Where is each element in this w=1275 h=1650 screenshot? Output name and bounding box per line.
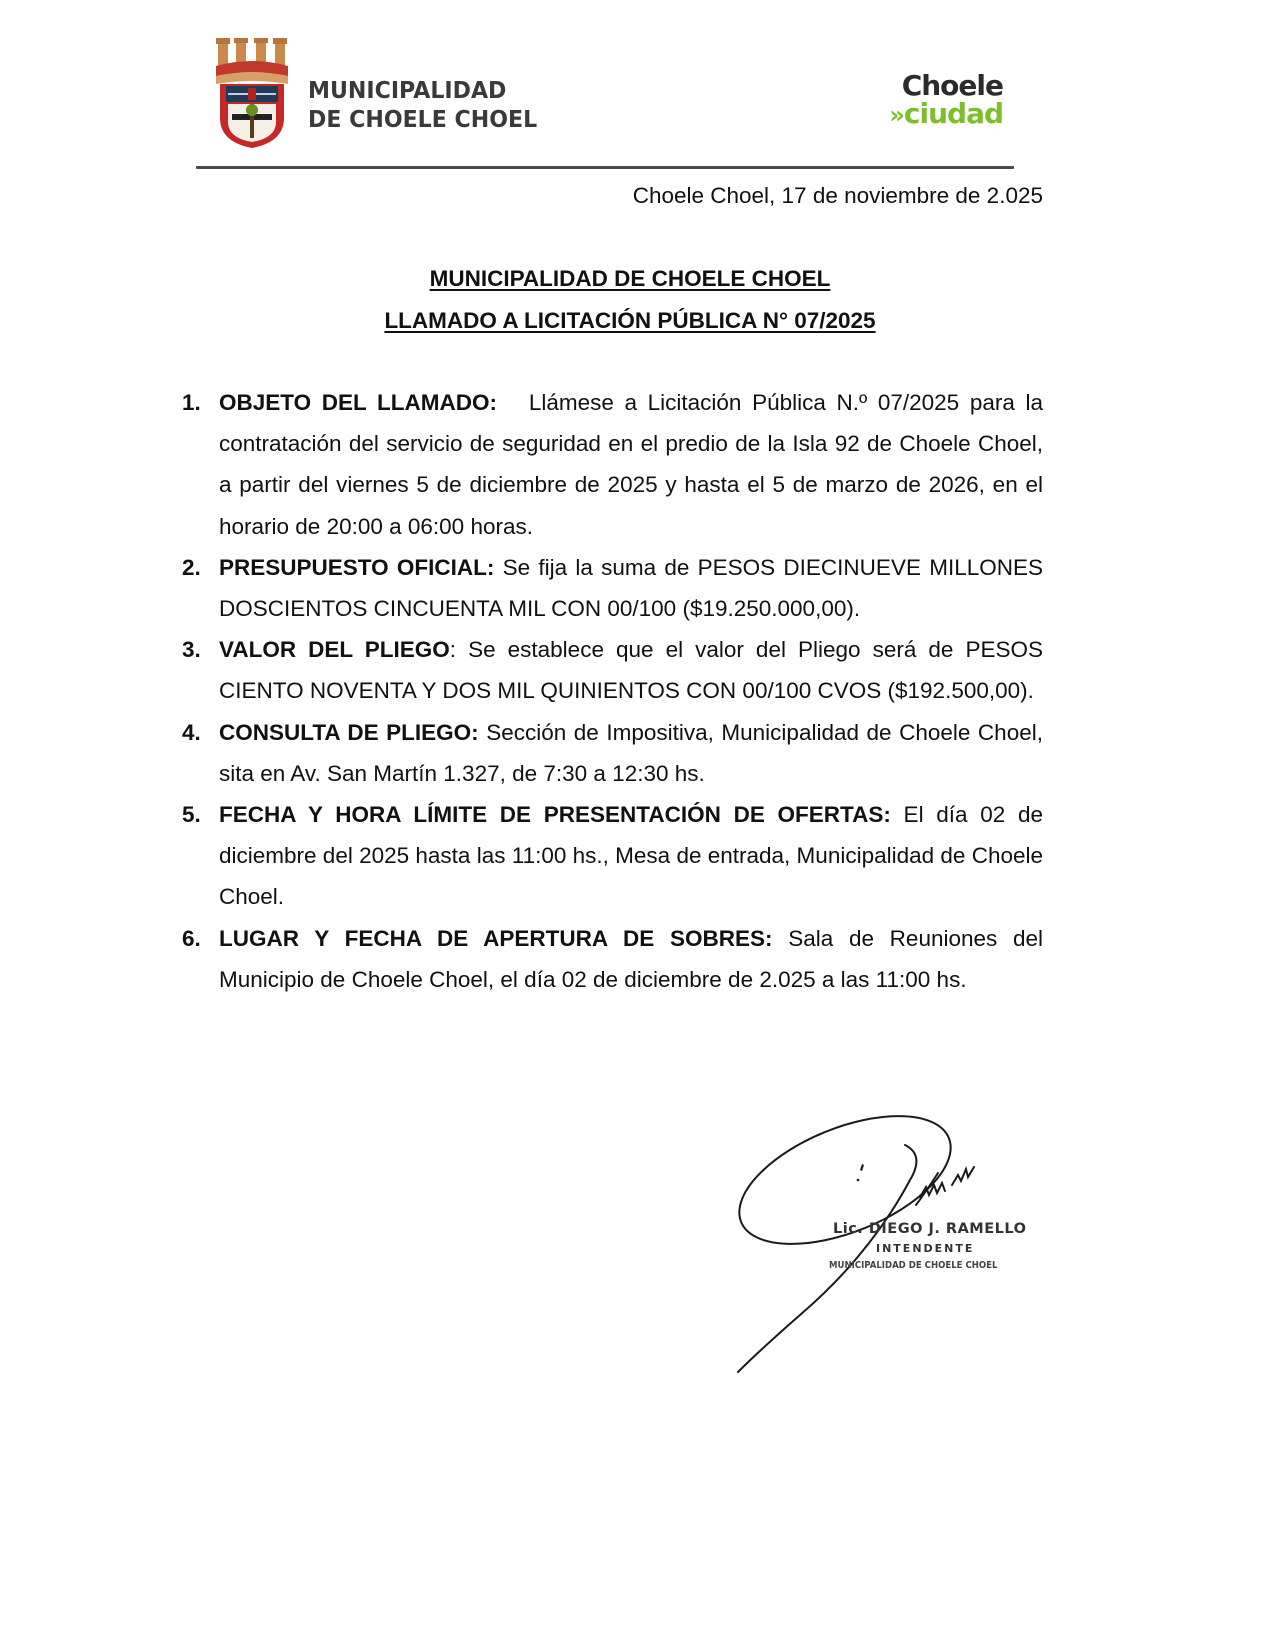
item-number: 5. <box>182 802 201 828</box>
list-item <box>182 547 1043 629</box>
item-text: Llámese a Licitación Pública N.º 07/2025 para la contratación del servicio de seguridad en el predio de la Isla 92 de Choele Choel, a partir del viernes 5 de diciembre de 2025 y hasta el 5 de marzo de 2026, en el horario de 20:00 a 06:00 horas. <box>219 390 1050 539</box>
item-label: VALOR DEL PLIEGO <box>219 637 450 663</box>
municipality-logo-line-2: DE CHOELE CHOEL <box>308 105 538 133</box>
item-label: PRESUPUESTO OFICIAL: <box>219 554 495 580</box>
item-text: Sala de Reuniones del Municipio de Choele Choel, el día 02 de diciembre de 2.025 a las 11:00 hs. <box>219 925 1043 992</box>
municipality-logo-line-1: MUNICIPALIDAD <box>308 76 507 104</box>
municipality-logo-text <box>308 76 537 134</box>
list-item <box>182 382 1050 547</box>
signatory-name: Lic. DIEGO J. RAMELLO <box>833 1221 1027 1237</box>
signatory-organization: MUNICIPALIDAD DE CHOELE CHOEL <box>829 1260 998 1271</box>
item-label: FECHA Y HORA LÍMITE DE PRESENTACIÓN DE OFERTAS: <box>219 802 891 828</box>
item-label: LUGAR Y FECHA DE APERTURA DE SOBRES: <box>219 925 773 951</box>
item-text: Se fija la suma de PESOS DIECINUEVE MILLONES DOSCIENTOS CINCUENTA MIL CON 00/100 ($19.250.000,00). <box>219 554 1043 622</box>
item-text: Sección de Impositiva, Municipalidad de Choele Choel, sita en Av. San Martín 1.327, de 7:30 a 12:30 hs. <box>219 719 1043 786</box>
city-brand-bottom <box>878 97 1003 130</box>
list-item <box>182 712 1043 794</box>
list-item <box>182 794 1043 918</box>
list-item <box>182 918 1043 1000</box>
item-text: El día 02 de diciembre del 2025 hasta las 11:00 hs., Mesa de entrada, Municipalidad de Choele Choel. <box>219 802 1043 910</box>
document-title-organization: MUNICIPALIDAD DE CHOELE CHOEL <box>429 266 831 291</box>
item-number: 2. <box>182 554 201 580</box>
item-number: 3. <box>182 637 201 663</box>
item-text: : Se establece que el valor del Pliego será de PESOS CIENTO NOVENTA Y DOS MIL QUINIENTOS CON 00/100 CVOS ($192.500,00). <box>219 637 1043 704</box>
double-chevron-right-icon: » <box>889 101 904 129</box>
signatory-role: INTENDENTE <box>876 1242 975 1255</box>
document-date: Choele Choel, 17 de noviembre de 2.025 <box>632 183 1043 208</box>
item-number: 4. <box>182 719 201 745</box>
item-number: 6. <box>182 925 201 951</box>
item-number: 1. <box>182 390 201 415</box>
choele-ciudad-logo <box>878 69 1003 130</box>
city-brand-top: Choele <box>901 69 1003 102</box>
tender-items-list <box>182 382 1050 1000</box>
document-title-tender: LLAMADO A LICITACIÓN PÚBLICA N° 07/2025 <box>384 308 876 333</box>
city-brand-bottom-text: ciudad <box>903 97 1003 130</box>
item-label: OBJETO DEL LLAMADO: <box>219 390 497 415</box>
header-divider <box>196 166 1014 169</box>
list-item <box>182 629 1043 711</box>
coat-of-arms-icon <box>212 38 292 150</box>
item-label: CONSULTA DE PLIEGO: <box>219 719 479 745</box>
